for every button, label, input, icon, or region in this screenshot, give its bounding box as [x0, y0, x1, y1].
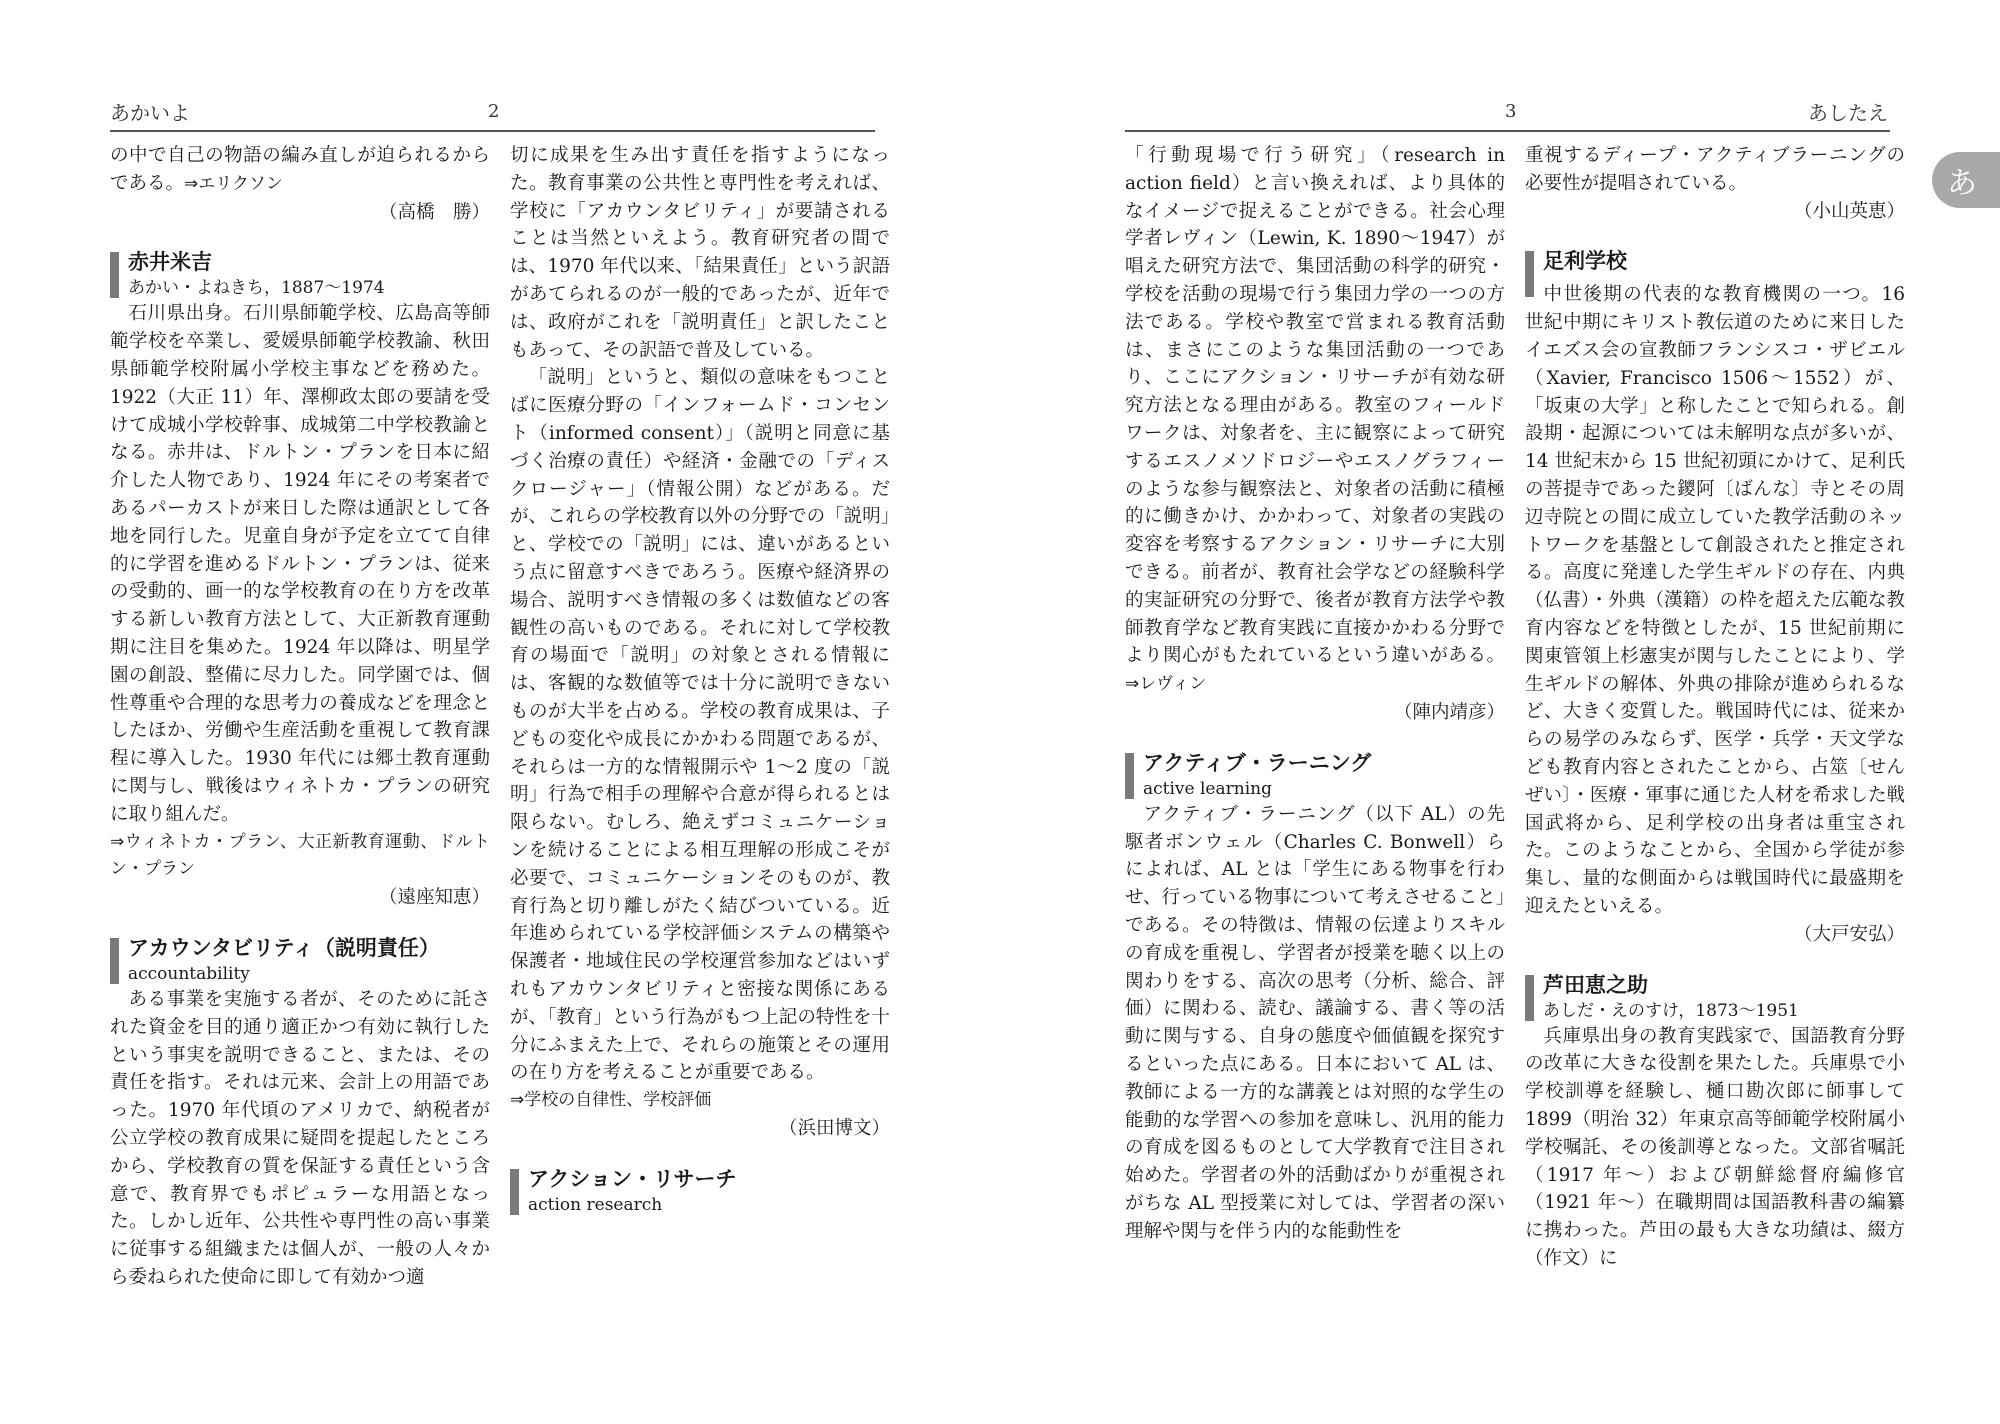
cross-reference[interactable]: ⇒レヴィン: [1125, 674, 1207, 695]
column-2: [510, 142, 890, 1217]
entry-body: 「説明」というと、類似の意味をもつことばに医療分野の「インフォームド・コンセント（informed consent）」（説明と同意に基づく治療の責任）や経済・金融での「ディスクロージャー」（情報公開）などがある。だが、これらの学校教育以外の分野での「説明」と、学校での「説明」には、違いがあるという点に留意すべきであろう。医療や経済界の場合、説明すべき情報の多くは数値などの客観性の高いものである。それに対して学校教育の場面で「説明」の対象とされる情報には、客観的な数値等では十分に説明できないものが大半を占める。学校の教育成果は、子どもの変化や成長にかかわる問題であるが、それらは一方的な情報開示や 1〜2 度の「説明」行為で相手の理解や合意が得られるとは限らない。むしろ、絶えずコミュニケーションを続けることによる相互理解の形成こそが必要で、コミュニケーションそのものが、教育行為と切り離しがたく結びついている。近年進められている学校評価システムの構築や保護者・地域住民の学校運営参加などはいずれもアカウンタビリティと密接な関係にあるが、「教育」という行為がもつ上記の特性を十分にふまえた上で、それらの施策とその運用の在り方を考えることが重要である。: [510, 367, 890, 1084]
author-signature: （大戸安弘）: [1793, 923, 1905, 945]
entry-reading: あしだ・えのすけ，1873〜1951: [1543, 1000, 1799, 1021]
header-rule: [110, 130, 875, 132]
entry-reading: active learning: [1143, 778, 1272, 799]
column-1: [1125, 142, 1505, 1245]
cross-reference[interactable]: ⇒学校の自律性、学校評価: [510, 1090, 712, 1111]
entry-body: ある事業を実施する者が、そのために託された資金を目的通り適正かつ有効に執行したという事実を説明できること、または、その責任を指す。それは元来、会計上の用語であった。1970 年代頃のアメリカで、納税者が公立学校の教育成果に疑問を提起したところから、学校教育の質を保証する責任という含意で、教育界でもポピュラーな用語となった。しかし近年、公共性や専門性の高い事業に従事する組織または個人が、一般の人々から委ねられた使命に即して有効かつ適: [110, 988, 490, 1288]
entry-term: 足利学校: [1543, 249, 1627, 274]
entry-body: 石川県出身。石川県師範学校、広島高等師範学校を卒業し、愛媛県師範学校教諭、秋田県師範学校附属小学校主事などを務めた。1922（大正 11）年、澤柳政太郎の要請を受けて成城小学校幹事、成城第二中学校教諭となる。赤井は、ドルトン・プランを日本に紹介した人物であり、1924 年にその考案者であるパーカストが来日した際は通訳として各地を同行した。児童自身が予定を立てて自律的に学習を進めるドルトン・プランは、従来の受動的、画一的な学校教育の在り方を改革する新しい教育方法として、大正新教育運動期に注目を集めた。1924 年以降は、明星学園の創設、整備に尽力した。同学園では、個性尊重や合理的な思考力の養成などを理念としたほか、労働や生産活動を重視して教育課程に導入した。1930 年代には郷土教育運動に関与し、戦後はウィネトカ・プランの研究に取り組んだ。: [110, 303, 490, 825]
author-signature: （高橋 勝）: [378, 201, 490, 223]
running-head: あかいよ: [110, 101, 190, 125]
entry-action-research: [510, 1165, 890, 1217]
entry-body: 兵庫県出身の教育実践家で、国語教育分野の改革に大きな役割を果たした。兵庫県で小学校訓導を経験し、樋口勘次郎に師事して 1899（明治 32）年東京高等師範学校附属小学校嘱託、その後訓導となった。文部省嘱託（1917 年〜）および朝鮮総督府編修官（1921 年〜）在職期間は国語教科書の編纂に携わった。芦田の最も大きな功績は、綴方（作文）に: [1525, 1025, 1905, 1269]
entry-term: 芦田恵之助: [1543, 972, 1648, 997]
column-1: [110, 142, 490, 1292]
author-signature: （小山英恵）: [1793, 200, 1905, 222]
author-signature: （遠座知恵）: [378, 887, 490, 909]
page-number: 2: [488, 101, 500, 122]
running-head: あしたえ: [1808, 101, 1888, 125]
entry-body: アクティブ・ラーニング（以下 AL）の先駆者ボンウェル（Charles C. Bonwell）らによれば、AL とは「学生にある物事を行わせ、行っている物事について考えさせること」である。その特徴は、情報の伝達よりスキルの育成を重視し、学習者が授業を聴く以上の関わりをする、高次の思考（分析、総合、評価）に関わる、読む、議論する、書く等の活動に関与する、自身の態度や価値観を探究するといった点にある。日本において AL は、教師による一方的な講義とは対照的な学生の能動的な学習への参加を意味し、汎用的能力の育成を図るものとして大学教育で注目され始めた。学習者の外的活動ばかりが重視されがちな AL 型授業に対しては、学習者の深い理解や関与を伴う内的な能動性を: [1125, 803, 1505, 1242]
index-thumb-tab[interactable]: あ: [1932, 152, 2000, 208]
entry-akai-yonekichi: [110, 248, 490, 912]
entry-reading: action research: [528, 1194, 663, 1215]
cross-reference[interactable]: ⇒エリクソン: [184, 173, 283, 194]
entry-ashida-enosuke: [1525, 971, 1905, 1273]
header-rule: [1125, 130, 1890, 132]
author-signature: （浜田博文）: [778, 1117, 890, 1139]
entry-reading: accountability: [128, 963, 250, 984]
entry-term: 赤井米吉: [128, 250, 212, 275]
entry-reading: あかい・よねきち，1887〜1974: [128, 278, 385, 299]
entry-term: アクション・リサーチ: [528, 1166, 737, 1191]
right-page: [1000, 0, 2000, 1424]
continued-text: の中で自己の物語の編み直しが迫られるからである。: [110, 145, 490, 194]
entry-active-learning: [1125, 749, 1505, 1246]
page-number: 3: [1505, 101, 1517, 122]
cross-reference[interactable]: ⇒ウィネトカ・プラン、大正新教育運動、ドルトン・プラン: [110, 831, 490, 880]
entry-term: アクティブ・ラーニング: [1143, 750, 1372, 775]
entry-accountability: [110, 934, 490, 1292]
column-2: [1525, 142, 1905, 1273]
entry-ashikaga-gakko: [1525, 247, 1905, 948]
entry-term: アカウンタビリティ（説明責任）: [128, 935, 440, 960]
continued-text: 「行動現場で行う研究」（research in action field）と言い換えれば、より具体的なイメージで捉えることができる。社会心理学者レヴィン（Lewin, K. 1890〜1947）が唱えた研究方法で、集団活動の科学的研究・学校を活動の現場で行う集団力学の一つの方法である。学校や教室で営まれる教育活動は、まさにこのような集団活動の一つであり、ここにアクション・リサーチが有効な研究方法となる理由がある。教室のフィールドワークは、対象者を、主に観察によって研究するエスノメソドロジーやエスノグラフィーのような参与観察法と、対象者の活動に積極的に働きかけ、かかわって、対象者の実践の変容を考察するアクション・リサーチに大別できる。前者が、教育社会学などの経験科学的実証研究の分野で、後者が教育方法学や教師教育学など教育実践に直接かかわる分野でより関心がもたれているという違いがある。: [1125, 145, 1505, 667]
entry-body: 切に成果を生み出す責任を指すようになった。教育事業の公共性と専門性を考えれば、学校に「アカウンタビリティ」が要請されることは当然といえよう。教育研究者の間では、1970 年代以来、「結果責任」という訳語があてられるのが一般的であったが、近年では、政府がこれを「説明責任」と訳したこともあって、その訳語で普及している。: [510, 145, 890, 361]
entry-body: 中世後期の代表的な教育機関の一つ。16 世紀中期にキリスト教伝道のために来日したイエズス会の宣教師フランシスコ・ザビエル（Xavier, Francisco 1506〜1552）が、「坂東の大学」と称したことで知られる。創設期・起源については未解明な点が多いが、14 世紀末から 15 世紀初頭にかけて、足利氏の菩提寺であった鑁阿〔ばんな〕寺とその周辺寺院との間に成立していた教学活動のネットワークを基盤として創設されたと推定される。高度に発達した学生ギルドの存在、内典（仏書）・外典（漢籍）の枠を超えた広範な教育内容などを特徴としたが、15 世紀前期に関東管領上杉憲実が関与したことにより、学生ギルドの解体、外典の排除が進められるなど、大きく変質した。戦国時代には、従来からの易学のみならず、医学・兵学・天文学なども教育内容とされたことから、占筮〔せんぜい〕・医療・軍事に通じた人材を希求した戦国武将から、足利学校の出身者は重宝された。このようなことから、全国から学徒が参集し、量的な側面からは戦国時代に最盛期を迎えたといえる。: [1525, 284, 1905, 917]
continued-text: 重視するディープ・アクティブラーニングの必要性が提唱されている。: [1525, 145, 1905, 194]
author-signature: （陣内靖彦）: [1393, 701, 1505, 723]
